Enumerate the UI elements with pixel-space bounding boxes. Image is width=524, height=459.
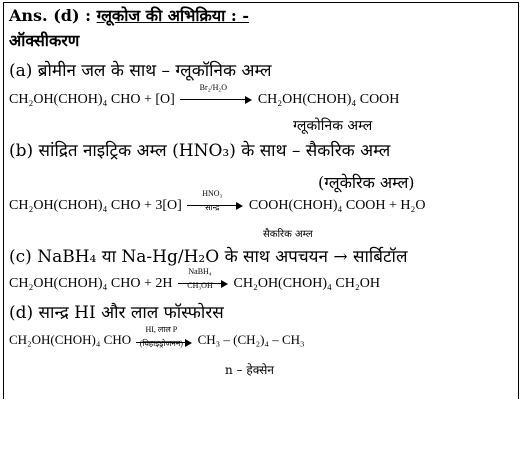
equation-c: [9, 267, 380, 292]
equation-b-arrow: [187, 189, 243, 213]
equation-d-reagent-bottom: (विहाइड्रोजनन): [139, 338, 183, 348]
equation-b-reagent-bottom: सान्द्र: [205, 203, 220, 212]
equation-a-reagent: Br₂/H₂O: [199, 83, 227, 92]
section-d-heading: (d) सान्द्र HI और लाल फॉस्फोरस: [9, 303, 224, 323]
equation-c-reagent-top: NaBH₄: [188, 267, 212, 276]
equation-b-reagent-top: HNO₃: [202, 189, 223, 198]
equation-a-arrow: [180, 83, 252, 107]
product-a-name: ग्लूकोनिक अम्ल: [293, 118, 373, 134]
equation-b-lhs: CH₂OH(CHOH)₄ CHO + 3[O]: [9, 198, 182, 214]
product-b-alt-name: (ग्लूकेरिक अम्ल): [318, 173, 415, 192]
oxidation-heading: ऑक्सीकरण: [9, 31, 80, 50]
equation-c-reagent-bottom: CH₃OH: [187, 281, 213, 290]
equation-b: [9, 189, 426, 214]
equation-a-lhs: CH₂OH(CHOH)₄ CHO + [O]: [9, 92, 175, 108]
equation-c-rhs: CH₂OH(CHOH)₄ CH₂OH: [233, 276, 380, 292]
section-c-heading: (c) NaBH₄ या Na-Hg/H₂O के साथ अपचयन → सार्बिटॉल: [9, 247, 408, 267]
equation-a: [9, 83, 400, 108]
equation-c-lhs: CH₂OH(CHOH)₄ CHO + 2H: [9, 276, 173, 292]
answer-label: Ans. (d) :: [9, 6, 91, 25]
product-b-name: सैकरिक अम्ल: [263, 229, 313, 240]
equation-c-arrow: [178, 267, 228, 291]
section-b-heading: (b) सांद्रित नाइट्रिक अम्ल (HNO₃) के साथ – सैकरिक अम्ल: [9, 141, 391, 161]
equation-a-rhs: CH₂OH(CHOH)₄ COOH: [257, 92, 400, 108]
product-d-name: n – हेक्सेन: [225, 363, 274, 377]
equation-b-rhs: COOH(CHOH)₄ COOH + H₂O: [248, 198, 426, 214]
equation-d-arrow: [136, 324, 192, 348]
answer-title: ग्लूकोज की अभिक्रिया : -: [96, 6, 249, 25]
equation-d-rhs: CH₃ – (CH₂)₄ – CH₃: [197, 332, 305, 347]
equation-d-lhs: CH₂OH(CHOH)₄ CHO: [9, 332, 132, 347]
equation-d: [9, 324, 305, 348]
section-a-heading: (a) ब्रोमीन जल के साथ – ग्लूकॉनिक अम्ल: [9, 61, 272, 81]
answer-header: [9, 8, 249, 24]
equation-d-reagent-top: HI, लाल P: [145, 324, 178, 334]
